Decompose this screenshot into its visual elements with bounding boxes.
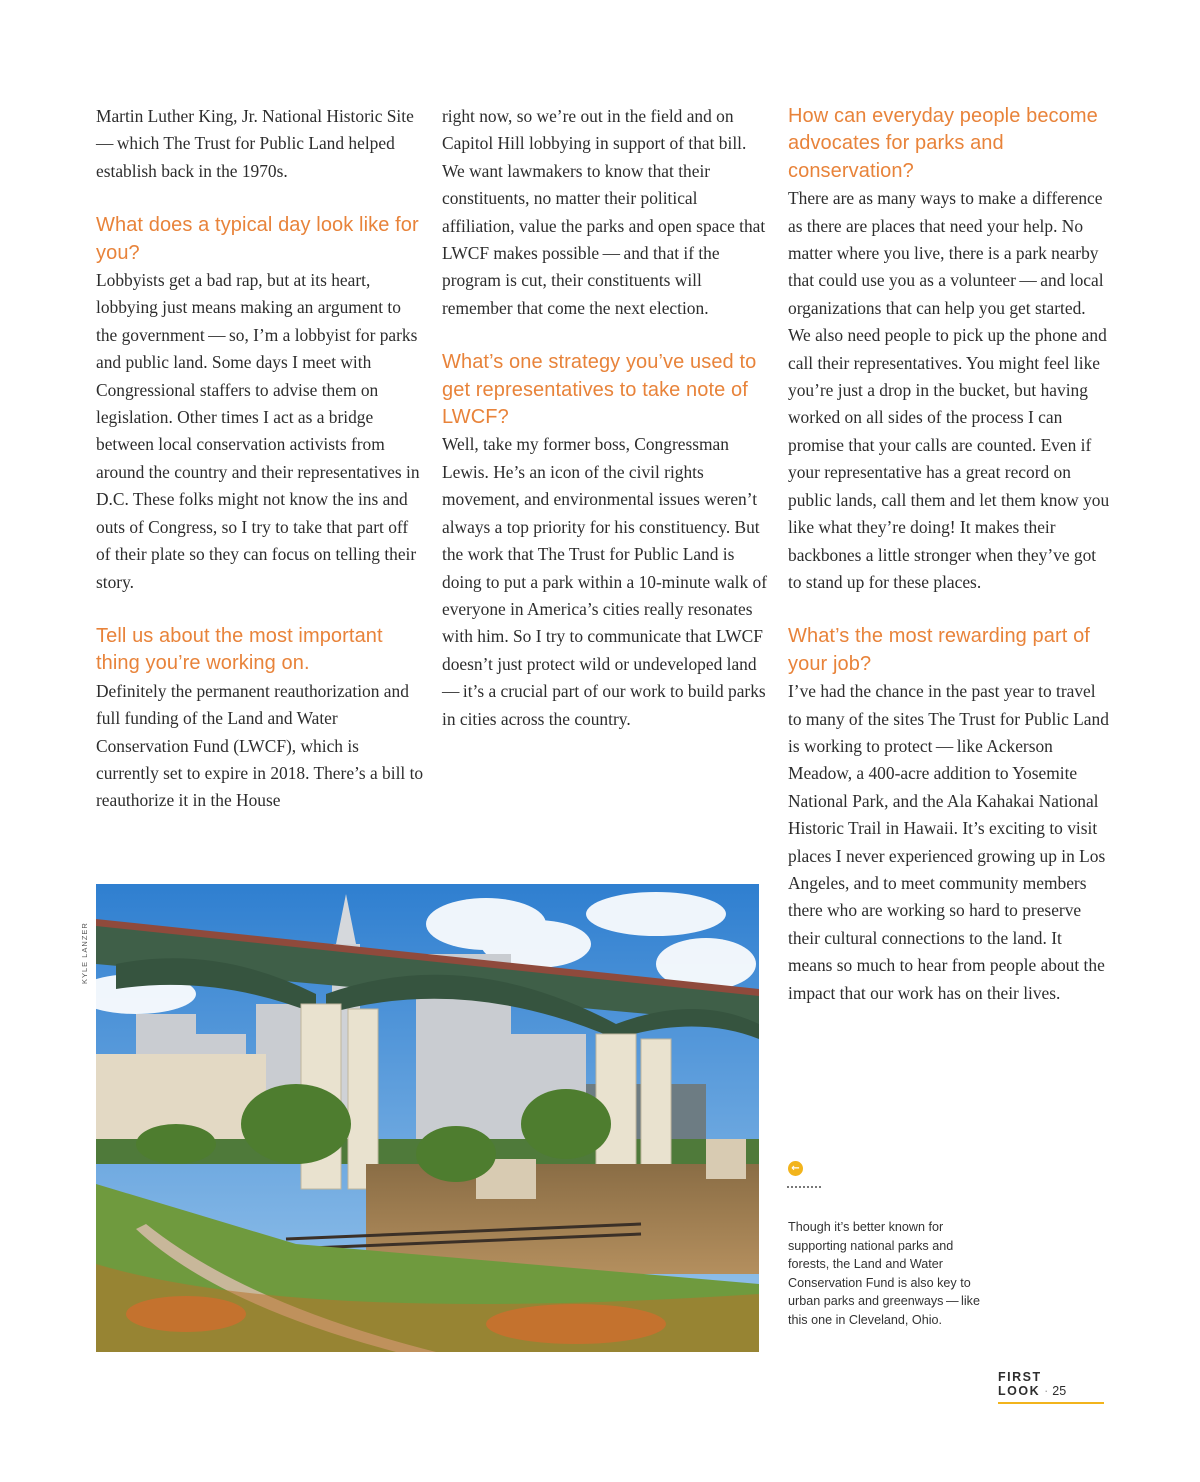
photo-caption: Though it’s better known for supporting national parks and forests, the Land and Water Conservation Fund is also key to urban parks and greenways — like this one in Cleveland, Ohio. bbox=[788, 1220, 980, 1327]
question-heading: What’s the most rewarding part of your job? bbox=[788, 625, 1090, 675]
folio-separator: · bbox=[1044, 1384, 1049, 1398]
column-2 bbox=[442, 103, 772, 733]
body-paragraph: Definitely the permanent reauthorization and full funding of the Land and Water Conservation Fund (LWCF), which is currently set to expire in 2018. There’s a bill to reauthorize it in the House bbox=[96, 680, 424, 811]
question-heading: How can everyday people become advocates for parks and conservation? bbox=[788, 105, 1098, 182]
folio-section: FIRST LOOK bbox=[998, 1370, 1042, 1398]
photo-credit: KYLE LANZER bbox=[80, 922, 89, 984]
body-paragraph: I’ve had the chance in the past year to travel to many of the sites The Trust for Public Land is working to protect — like Ackerson Meadow, a 400-acre addition to Yosemite National Park, and the Ala Kahakai National Historic Trail in Hawaii. It’s exciting to visit places I never experienced growing up in Los Angeles, and to meet community members there who are working so hard to preserve their cultural connections to the land. It means so much to hear from people about the impact that our work has on their lives. bbox=[788, 681, 1109, 1003]
column-1 bbox=[96, 103, 426, 815]
question-heading: Tell us about the most important thing you’re working on. bbox=[96, 624, 383, 675]
caption-divider bbox=[787, 1186, 821, 1188]
column-3 bbox=[788, 103, 1110, 1007]
body-paragraph: Well, take my former boss, Congressman Lewis. He’s an icon of the civil rights movement, and environmental issues weren’t always a top priority for his constituency. But the work that The Trust for Public Land is doing to put a park within a 10-minute walk of everyone in America’s cities really resonates with him. So I try to communicate that LWCF doesn’t just protect wild or undeveloped land — it’s a crucial part of our work to build parks in cities across the country. bbox=[442, 434, 768, 729]
body-paragraph: right now, so we’re out in the field and on Capitol Hill lobbying in support of that bill. We want lawmakers to know that their constituents, no matter their political affiliation, value the parks and open space that LWCF makes possible — and that if the program is cut, their constituents will remember that come the next election. bbox=[442, 106, 766, 318]
arrow-left-icon: ← bbox=[788, 1161, 803, 1176]
bridge-photo bbox=[96, 884, 759, 1352]
page-number: 25 bbox=[1052, 1384, 1067, 1398]
question-heading: What’s one strategy you’ve used to get representatives to take note of LWCF? bbox=[442, 351, 757, 429]
folio bbox=[998, 1370, 1104, 1404]
body-paragraph: Martin Luther King, Jr. National Historic Site — which The Trust for Public Land helped establish back in the 1970s. bbox=[96, 106, 418, 181]
body-paragraph: There are as many ways to make a difference as there are places that need your help. No matter where you live, there is a park nearby that could use you as a volunteer — and local organizations that can help you get started. We also need people to pick up the phone and call their representatives. You might feel like you’re just a drop in the bucket, but having worked on all sides of the process I can promise that your calls are counted. Even if your representative has a great record on public lands, call them and let them know you like what they’re doing! It makes their backbones a little stronger when they’ve got to stand up for these places. bbox=[788, 188, 1110, 592]
question-heading: What does a typical day look like for you? bbox=[96, 214, 419, 264]
body-paragraph: Lobbyists get a bad rap, but at its heart, lobbying just means making an argument to the government — so, I’m a lobbyist for parks and public land. Some days I meet with Congressional staffers to advise them on legislation. Other times I act as a bridge between local conservation activists from around the country and their representatives in D.C. These folks might not know the ins and outs of Congress, so I try to take that part off of their plate so they can focus on telling their story. bbox=[96, 270, 420, 592]
